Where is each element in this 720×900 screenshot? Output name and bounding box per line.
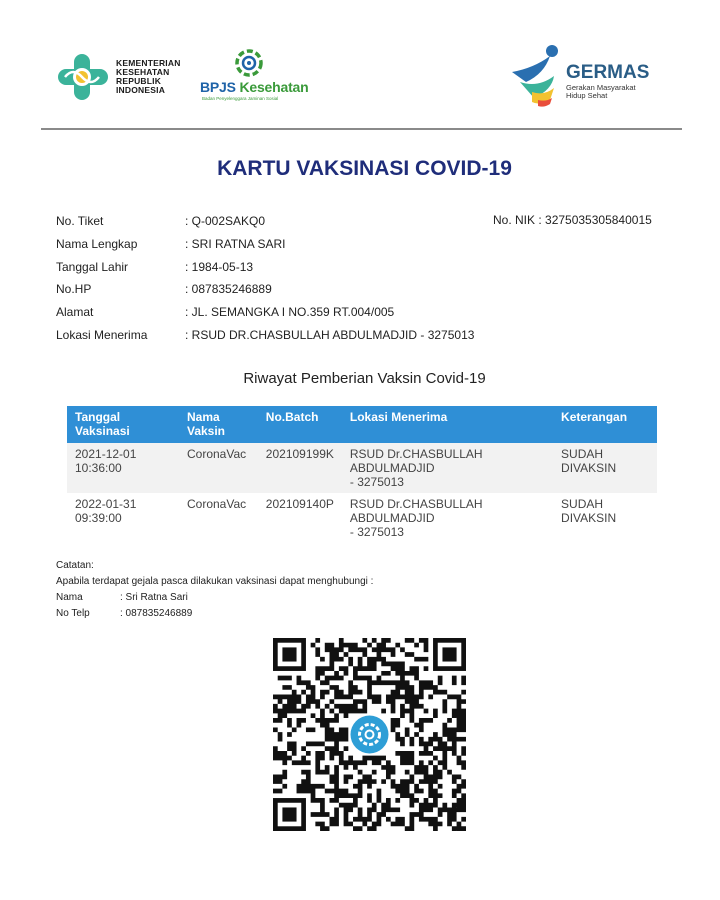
lokasi-line: RSUD Dr.CHASBULLAH ABDULMADJID <box>349 447 483 475</box>
germas-name: GERMAS <box>566 62 650 83</box>
alamat-value: : JL. SEMANGKA I NO.359 RT.004/005 <box>185 305 395 319</box>
nik-value: No. NIK : 3275035305840015 <box>493 213 652 227</box>
ket-line: DIVAKSIN <box>561 461 617 475</box>
kemenkes-line: KESEHATAN <box>116 67 170 77</box>
header-nama-line: Vaksin <box>186 424 226 438</box>
cell-keterangan <box>553 493 657 543</box>
catatan-label: Catatan: <box>56 560 94 571</box>
hp-label: No.HP <box>56 282 92 296</box>
card-title: KARTU VAKSINASI COVID-19 <box>217 157 512 180</box>
lokasi-value: : RSUD DR.CHASBULLAH ABDULMADJID - 3275013 <box>185 328 475 342</box>
cell-lokasi <box>342 493 553 543</box>
bpjs-emblem-icon <box>233 48 265 78</box>
header-keterangan: Keterangan <box>553 406 657 443</box>
catatan-text: Apabila terdapat gejala pasca dilakukan vaksinasi dapat menghubungi : <box>56 576 374 587</box>
contact-nama-value: : Sri Ratna Sari <box>120 592 188 603</box>
bpjs-subtitle: Badan Penyelenggara Jaminan Sosial <box>202 96 279 101</box>
nama-value: : SRI RATNA SARI <box>185 237 286 251</box>
cell-vaksin: CoronaVac <box>179 493 258 543</box>
bpjs-logo <box>200 48 310 106</box>
lokasi-label: Lokasi Menerima <box>56 328 148 342</box>
cell-keterangan <box>553 443 657 493</box>
bpjs-name-a: BPJS <box>200 79 236 95</box>
tiket-value: : Q-002SAKQ0 <box>185 214 266 228</box>
qr-code-icon <box>273 638 466 831</box>
header-divider <box>41 128 682 130</box>
lokasi-line: RSUD Dr.CHASBULLAH ABDULMADJID <box>349 497 483 525</box>
contact-telp-value: : 087835246889 <box>120 608 193 619</box>
table-row <box>67 443 657 493</box>
kemenkes-line: KEMENTERIAN <box>116 58 181 68</box>
bpjs-name-b: Kesehatan <box>235 79 309 95</box>
nama-label: Nama Lengkap <box>56 237 138 251</box>
lahir-value: : 1984-05-13 <box>185 260 254 274</box>
cell-lokasi <box>342 443 553 493</box>
ket-line: SUDAH <box>561 497 604 511</box>
header-tanggal: Tanggal Vaksinasi <box>67 406 179 443</box>
kemenkes-line: INDONESIA <box>116 85 166 95</box>
time-line: 10:36:00 <box>75 461 122 475</box>
table-row <box>67 493 657 543</box>
alamat-label: Alamat <box>56 305 94 319</box>
germas-logo <box>510 42 670 110</box>
date-line: 2022-01-31 <box>75 497 137 511</box>
contact-telp-label: No Telp <box>56 608 90 619</box>
header-batch: No.Batch <box>258 406 342 443</box>
cell-vaksin: CoronaVac <box>179 443 258 493</box>
germas-sub-line: Gerakan Masyarakat <box>566 83 636 92</box>
history-title: Riwayat Pemberian Vaksin Covid-19 <box>243 370 486 387</box>
germas-emblem-icon <box>510 42 566 108</box>
ket-line: DIVAKSIN <box>561 511 617 525</box>
lokasi-line: - 3275013 <box>349 525 404 539</box>
germas-sub-line: Hidup Sehat <box>566 91 608 100</box>
cell-batch: 202109199K <box>258 443 342 493</box>
table-header-row <box>67 406 657 443</box>
cell-batch: 202109140P <box>258 493 342 543</box>
time-line: 09:39:00 <box>75 511 122 525</box>
lokasi-line: - 3275013 <box>349 475 404 489</box>
contact-nama-label: Nama <box>56 592 83 603</box>
date-line: 2021-12-01 <box>75 447 137 461</box>
lahir-label: Tanggal Lahir <box>56 260 129 274</box>
header-nama-vaksin <box>179 406 258 443</box>
cell-date <box>67 493 179 543</box>
ket-line: SUDAH <box>561 447 604 461</box>
header-nama-line: Nama <box>186 410 220 424</box>
cell-date <box>67 443 179 493</box>
hp-value: : 087835246889 <box>185 282 272 296</box>
header-lokasi: Lokasi Menerima <box>342 406 553 443</box>
tiket-label: No. Tiket <box>56 214 104 228</box>
vaccination-table <box>67 406 657 543</box>
kemenkes-logo <box>56 52 191 102</box>
kemenkes-line: REPUBLIK <box>116 76 162 86</box>
qr-code <box>273 638 466 831</box>
kemenkes-emblem-icon <box>56 52 110 102</box>
